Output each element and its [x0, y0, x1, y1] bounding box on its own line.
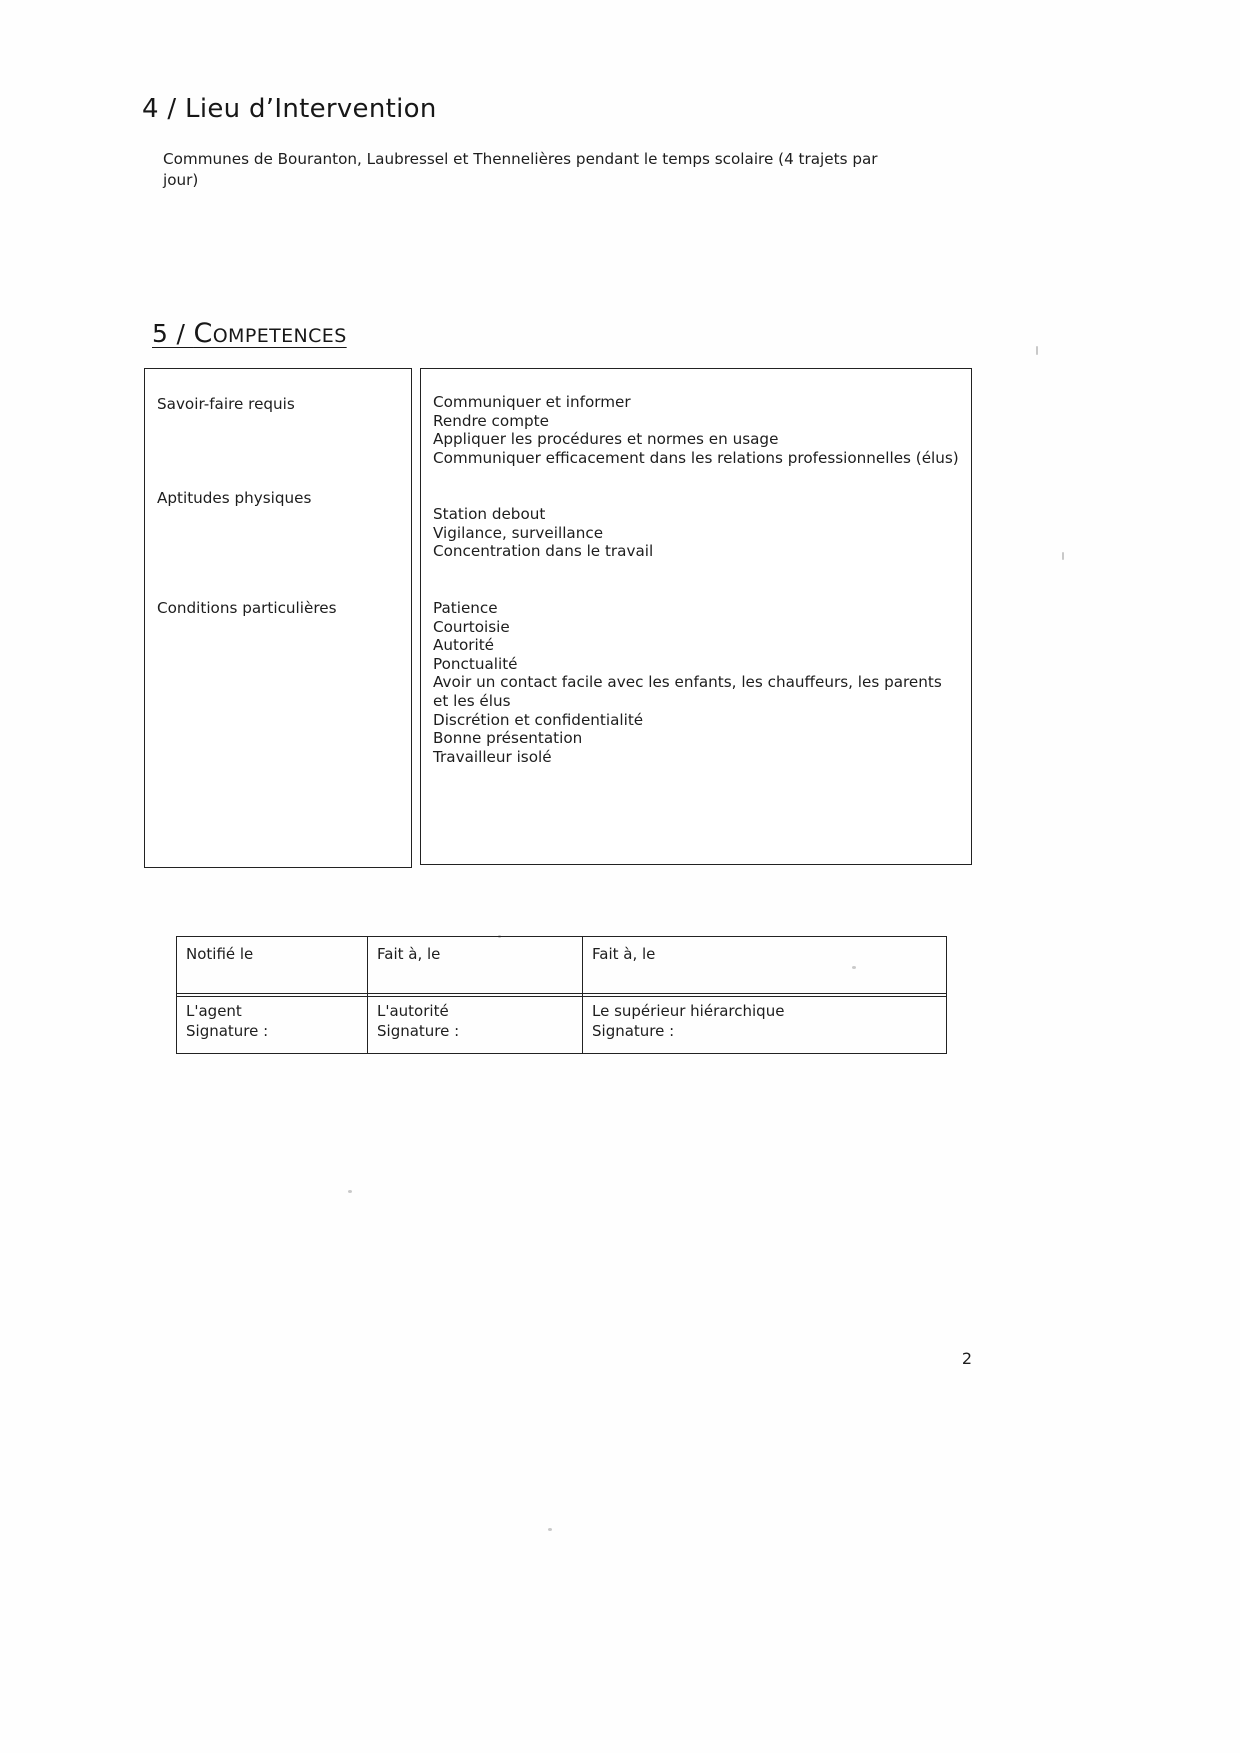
competences-list-conditions-particulieres [433, 599, 961, 766]
cell-autorite[interactable] [368, 994, 583, 1054]
heading-title: Competences [193, 317, 347, 349]
list-item: Avoir un contact facile avec les enfants, les chauffeurs, les parents et les élus [433, 673, 942, 710]
section-heading-lieu-intervention: 4 / Lieu d’Intervention [142, 94, 437, 125]
signature-signers-table [176, 993, 947, 1054]
heading-number: 5 / [152, 318, 194, 348]
superieur-title: Le supérieur hiérarchique [592, 1002, 785, 1020]
list-item: Discrétion et confidentialité [433, 710, 644, 729]
cell-fait-a-le-autorite[interactable]: Fait à, le [368, 937, 583, 997]
page-number: 2 [961, 1349, 972, 1368]
list-item: Communiquer et informer [433, 393, 631, 411]
autorite-title: L'autorité [377, 1002, 449, 1020]
scan-speck [1036, 346, 1038, 355]
superieur-signature-label: Signature : [592, 1022, 675, 1040]
list-item: Communiquer efficacement dans les relations professionnelles (élus) [433, 448, 959, 467]
list-item: Station debout [433, 505, 546, 523]
scan-speck [548, 1528, 552, 1531]
autorite-signature-label: Signature : [377, 1022, 460, 1040]
cell-agent[interactable] [177, 994, 368, 1054]
list-item: Vigilance, surveillance [433, 523, 604, 542]
section-heading-competences [152, 318, 347, 349]
list-item: Patience [433, 599, 498, 617]
competences-table [144, 368, 972, 868]
competences-list-aptitudes-physiques [433, 505, 961, 561]
table-row [177, 937, 947, 997]
list-item: Rendre compte [433, 411, 549, 430]
list-item: Appliquer les procédures et normes en usage [433, 430, 779, 449]
list-item: Bonne présentation [433, 729, 583, 748]
agent-title: L'agent [186, 1002, 242, 1020]
scan-speck [1062, 552, 1064, 560]
competences-label-column [144, 368, 412, 868]
list-item: Courtoisie [433, 617, 510, 636]
competences-label-aptitudes-physiques: Aptitudes physiques [157, 489, 312, 507]
cell-superieur-hierarchique[interactable] [583, 994, 947, 1054]
list-item: Autorité [433, 636, 495, 655]
table-row [177, 994, 947, 1054]
competences-label-savoir-faire: Savoir-faire requis [157, 395, 295, 413]
list-item: Ponctualité [433, 654, 518, 673]
competences-label-conditions-particulieres: Conditions particulières [157, 599, 337, 617]
signature-date-table [176, 936, 947, 997]
cell-notifie-le[interactable]: Notifié le [177, 937, 368, 997]
agent-signature-label: Signature : [186, 1022, 269, 1040]
list-item: Travailleur isolé [433, 747, 552, 766]
competences-content-column [420, 368, 972, 865]
list-item: Concentration dans le travail [433, 542, 654, 561]
scan-speck [348, 1190, 352, 1193]
cell-fait-a-le-superieur[interactable]: Fait à, le [583, 937, 947, 997]
lieu-intervention-paragraph: Communes de Bouranton, Laubressel et Thennelières pendant le temps scolaire (4 trajets par jour) [163, 150, 878, 190]
competences-list-savoir-faire [433, 393, 961, 467]
